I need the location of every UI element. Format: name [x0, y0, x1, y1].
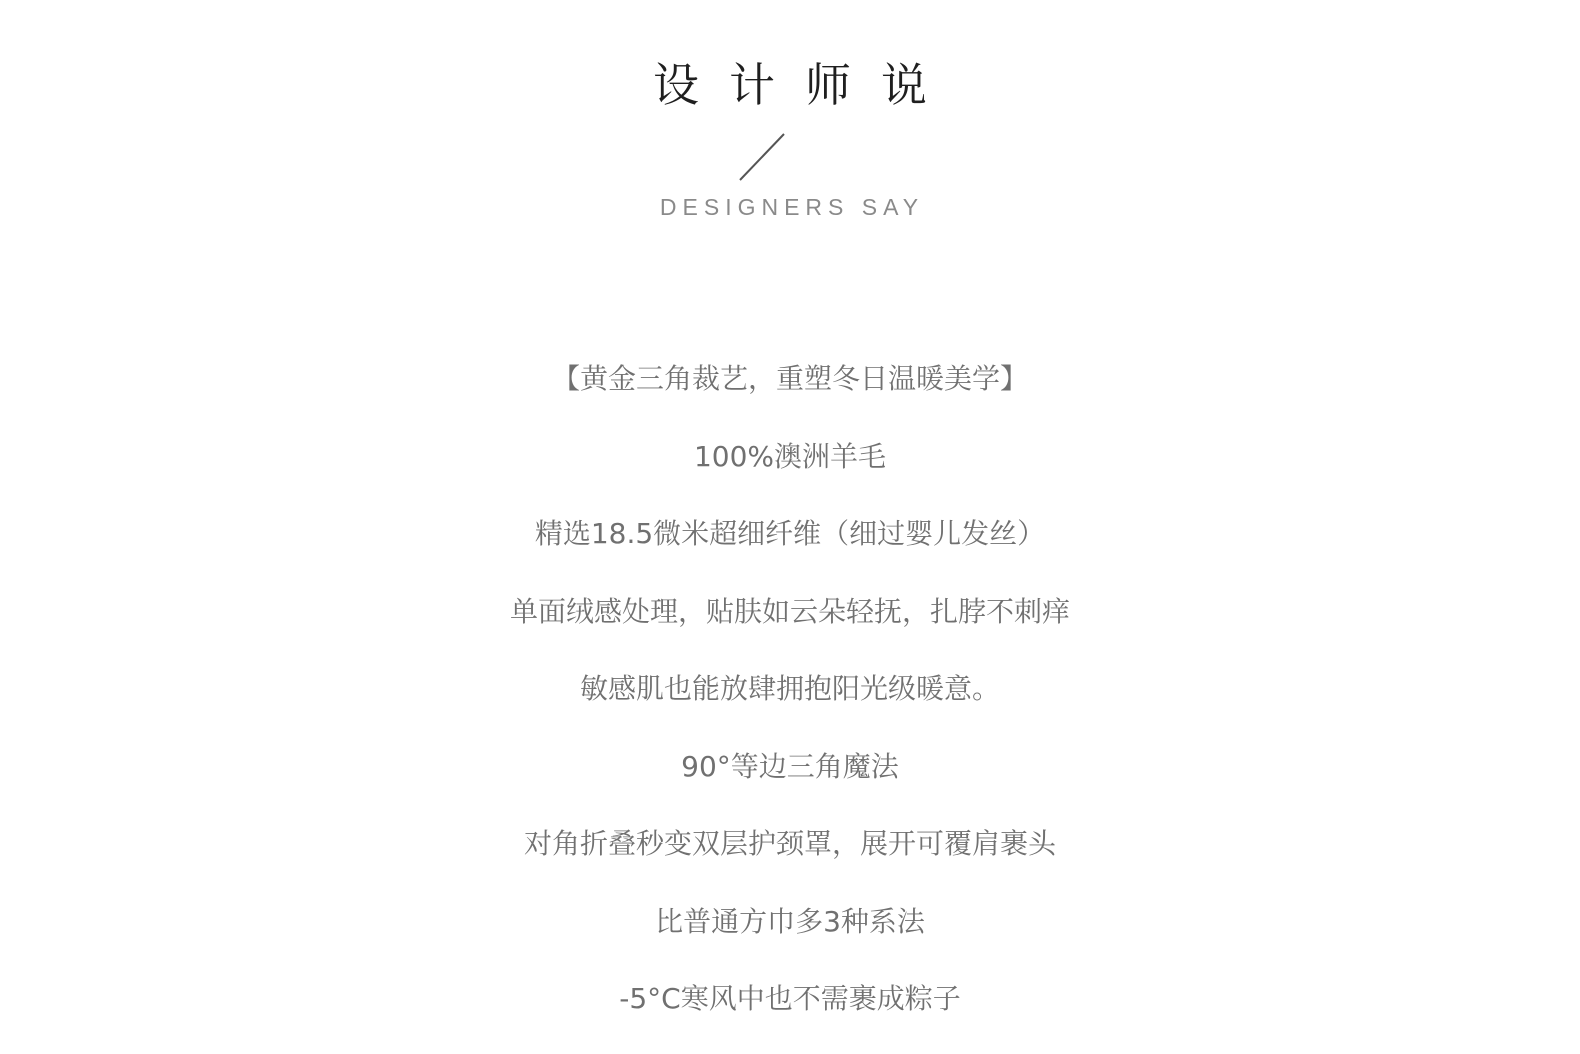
description-line: 敏感肌也能放肆拥抱阳光级暖意。 — [579, 672, 1000, 705]
divider-slash — [736, 132, 788, 184]
description-line: 比普通方巾多3种系法 — [655, 904, 925, 938]
description-line: 单面绒感处理，贴肤如云朵轻抚，扎脖不刺痒 — [509, 594, 1070, 628]
section-title: 设计师说 — [653, 58, 957, 112]
description-text — [0, 356, 1580, 1054]
description-line: 【黄金三角裁艺，重塑冬日温暖美学】 — [551, 362, 1028, 395]
description-line: 100%澳洲羊毛 — [693, 439, 887, 473]
description-line: 对角折叠秒变双层护颈罩，展开可覆肩裹头 — [523, 827, 1056, 860]
section-subtitle: DESIGNERS SAY — [659, 194, 925, 220]
description-line: 精选18.5微米超细纤维（细过婴儿发丝） — [534, 517, 1046, 550]
description-line: 90°等边三角魔法 — [681, 749, 899, 783]
description-line: -5°C寒风中也不需裹成粽子 — [619, 982, 961, 1015]
